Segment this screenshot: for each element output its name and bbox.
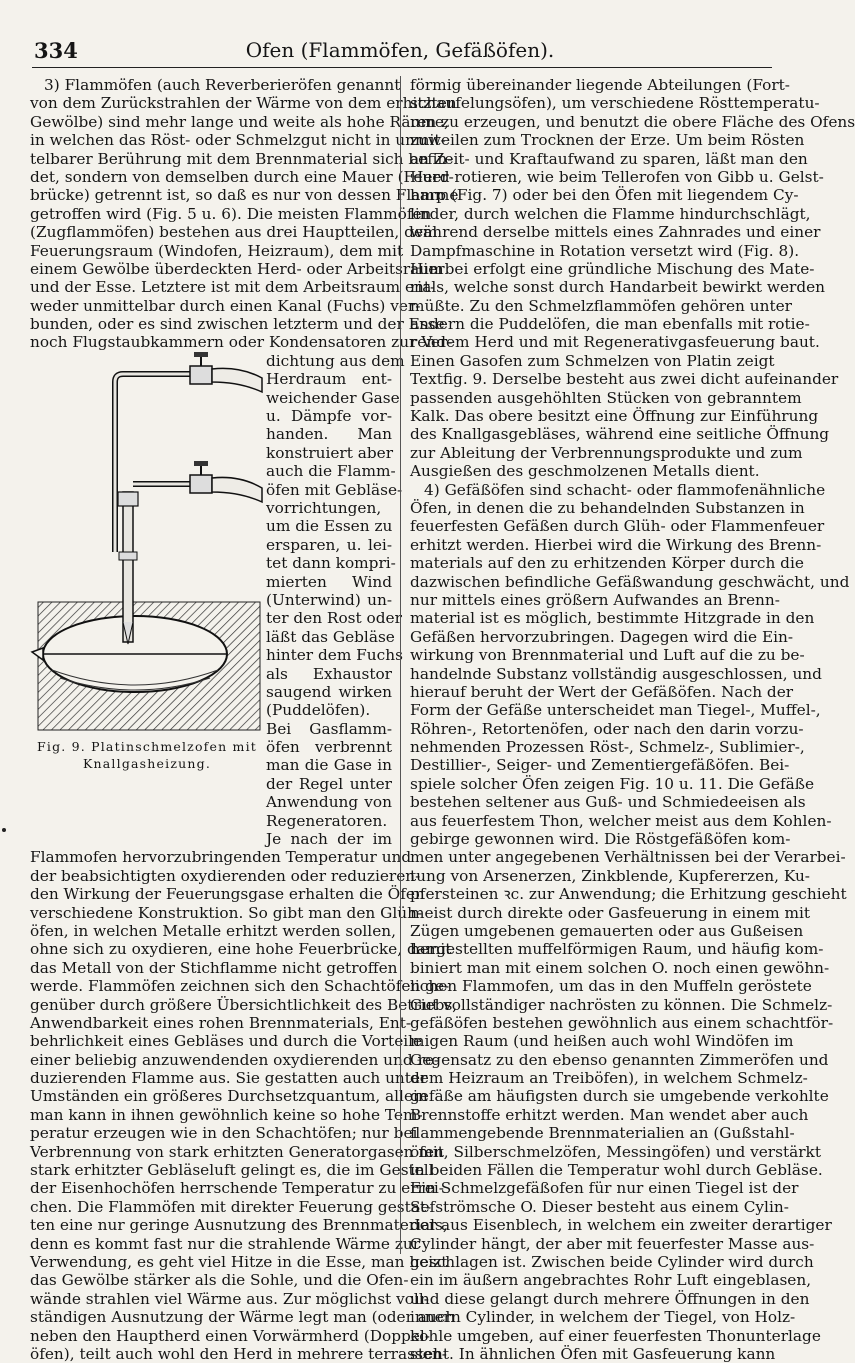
- text-line: Röhren-, Retortenöfen, oder nach den darin vorzu-: [410, 719, 804, 738]
- text-line: det, sondern von demselben durch eine Mauer (Feuer-: [30, 167, 454, 186]
- figure-caption-line: Knallgasheizung.: [82, 756, 211, 771]
- text-line: Öfen, in denen die zu behandelnden Substanzen in: [410, 498, 805, 517]
- text-line: (Zugflammöfen) bestehen aus drei Hauptteilen, dem: [30, 223, 438, 242]
- text-line: Textfig. 9. Derselbe besteht aus zwei dicht aufeinander: [410, 370, 839, 389]
- text-line: der Eisenhochöfen herrschende Temperatur zu errei-: [30, 1179, 444, 1198]
- text-line: weder unmittelbar durch einen Kanal (Fuchs) ver-: [30, 296, 421, 315]
- text-line: in welchen das Röst- oder Schmelzgut nicht in unmit-: [30, 131, 446, 150]
- text-line: Ausgießen des geschmolzenen Metalls dient.: [410, 462, 760, 481]
- text-line: 4) Gefäßöfen sind schacht- oder flammofenähnliche: [424, 480, 826, 499]
- text-line: ständigen Ausnutzung der Wärme legt man (oder auch: [30, 1308, 456, 1327]
- text-line: Verwendung, es geht viel Hitze in die Esse, man heizt: [30, 1253, 448, 1271]
- text-line: ein im äußern angebrachtes Rohr Luft eingeblasen,: [410, 1271, 812, 1290]
- blowpipe: [123, 492, 133, 642]
- text-line: weichender Gase: [266, 388, 400, 407]
- text-line: das Gewölbe stärker als die Sohle, und die Ofen-: [30, 1271, 409, 1290]
- text-line: steht. In ähnlichen Öfen mit Gasfeuerung kann: [410, 1344, 776, 1363]
- text-line: Flammofen hervorzubringenden Temperatur und: [30, 848, 412, 867]
- upper-hose: [212, 368, 262, 392]
- text-line: brücke) getrennt ist, so daß es nur von dessen Flamme: [30, 186, 459, 205]
- text-line: ren zu erzeugen, und benutzt die obere Fläche des Ofens: [410, 112, 855, 131]
- text-line: kohle umgeben, auf einer feuerfesten Thonunterlage: [410, 1326, 821, 1345]
- text-line: handen. Man: [266, 425, 392, 444]
- text-line: aus feuerfestem Thon, welcher meist aus dem Kohlen-: [410, 811, 832, 830]
- text-line: materials auf den zu erhitzenden Körper durch die: [410, 554, 804, 573]
- text-line: tung von Arsenerzen, Zinkblende, Kupfererzen, Ku-: [410, 866, 810, 885]
- text-line: der aus Eisenblech, in welchem ein zweiter derartiger: [410, 1216, 832, 1235]
- text-line: Hierbei erfolgt eine gründliche Mischung des Mate-: [410, 259, 815, 278]
- text-line: der beabsichtigten oxydierenden oder reduzieren-: [30, 866, 421, 885]
- text-line: feuerfesten Gefäßen durch Glüh- oder Flammenfeuer: [410, 517, 825, 536]
- text-line: dem Heizraum an Treiböfen), in welchem Schmelz-: [410, 1069, 808, 1088]
- text-line: Gefäßen hervorzubringen. Dagegen wird die Ein-: [410, 627, 794, 646]
- text-line: während derselbe mittels eines Zahnrades und einer: [410, 223, 821, 242]
- text-line: material ist es möglich, bestimmte Hitzgrade in den: [410, 609, 815, 628]
- margin-mark: [2, 828, 6, 832]
- lower-valve: [190, 475, 212, 493]
- text-line: hierauf beruht der Wert der Gefäßöfen. Nach der: [410, 682, 794, 701]
- text-line: Form der Gefäße unterscheidet man Tiegel-, Muffel-,: [410, 701, 821, 720]
- text-line: zuweilen zum Trocknen der Erze. Um beim Rösten: [410, 131, 805, 150]
- text-line: linder, durch welchen die Flamme hindurchschlägt,: [410, 204, 811, 223]
- text-line: Brennstoffe erhitzt werden. Man wendet aber auch: [410, 1105, 809, 1124]
- text-line: denn es kommt fast nur die strahlende Wärme zur: [30, 1234, 421, 1253]
- text-line: (Unterwind) un-: [266, 590, 392, 609]
- text-line: Umständen ein größeres Durchsetzquantum, allein: [30, 1087, 428, 1106]
- text-line: innern Cylinder, in welchem der Tiegel, von Holz-: [410, 1308, 796, 1327]
- text-line: handelnde Substanz vollständig ausgeschlossen, und: [410, 664, 822, 683]
- text-line: bunden, oder es sind zwischen letzterm und der Esse: [30, 315, 445, 334]
- text-line: Herdraum ent-: [266, 370, 392, 389]
- text-line: hinter dem Fuchs: [266, 646, 403, 665]
- text-line: konstruiert aber: [266, 443, 394, 462]
- text-line: spiele solcher Öfen zeigen Fig. 10 u. 11. Die Gefäße: [410, 774, 815, 793]
- text-line: müßte. Zu den Schmelzflammöfen gehören unter: [410, 296, 792, 315]
- figure-platinum-furnace: [30, 352, 264, 732]
- text-line: ohne sich zu oxydieren, eine hohe Feuerbrücke, damit: [30, 940, 452, 959]
- text-line: dichtung aus dem: [266, 351, 405, 370]
- text-line: verschiedene Konstruktion. So gibt man den Glüh-: [30, 903, 423, 922]
- text-line: Anwendung von: [266, 793, 392, 812]
- text-line: stark erhitzter Gebläseluft gelingt es, die im Gestell: [30, 1161, 434, 1180]
- text-line: förmig übereinander liegende Abteilungen (Fort-: [410, 76, 790, 94]
- text-line: Feuerungsraum (Windofen, Heizraum), dem mit: [30, 241, 404, 260]
- text-line: 3) Flammöfen (auch Reverberieröfen genannt: [44, 76, 401, 94]
- text-line: Sefströmsche O. Dieser besteht aus einem Cylin-: [410, 1197, 789, 1216]
- text-line: saugend wirken: [266, 682, 392, 701]
- page-number: 334: [34, 38, 78, 63]
- text-line: telbarer Berührung mit dem Brennmaterial sich befin-: [30, 149, 453, 168]
- text-line: migen Raum (und heißen auch wohl Windöfen im: [410, 1032, 794, 1051]
- page-header: [0, 0, 800, 70]
- text-line: bestehen seltener aus Guß- und Schmiedeeisen als: [410, 793, 806, 812]
- running-title: Ofen (Flammöfen, Gefäßöfen).: [245, 38, 555, 62]
- text-line: hergestellten muffelförmigen Raum, und häufig kom-: [410, 940, 824, 959]
- text-line: getroffen wird (Fig. 5 u. 6). Die meisten Flammöfen: [30, 204, 432, 223]
- text-line: geschlagen ist. Zwischen beide Cylinder wird durch: [410, 1253, 814, 1271]
- text-line: duzierenden Flamme aus. Sie gestatten auch unter: [30, 1069, 428, 1088]
- text-line: neben den Hauptherd einen Vorwärmherd (Doppel-: [30, 1326, 430, 1345]
- upper-valve: [190, 366, 212, 384]
- text-line: in beiden Fällen die Temperatur wohl durch Gebläse.: [410, 1161, 823, 1180]
- text-line: flammengebende Brennmaterialien an (Gußstahl-: [410, 1124, 795, 1143]
- text-line: um die Essen zu: [266, 517, 393, 536]
- text-line: ter den Rost oder: [266, 609, 402, 628]
- text-line: wände strahlen viel Wärme aus. Zur möglichst voll-: [30, 1289, 429, 1308]
- text-line: das Metall von der Stichflamme nicht getroffen: [30, 958, 398, 977]
- text-line: Destillier-, Seiger- und Zementiergefäßöfen. Bei-: [410, 756, 790, 775]
- text-line: öfen), teilt auch wohl den Herd in mehrere terrassen-: [30, 1344, 447, 1363]
- text-line: als Exhaustor: [266, 664, 392, 683]
- text-line: erhitzt werden. Hierbei wird die Wirkung des Brenn-: [410, 535, 822, 554]
- text-line: öfen mit Gebläse-: [266, 480, 403, 499]
- text-line: von dem Zurückstrahlen der Wärme von dem erhitzten: [30, 94, 457, 113]
- text-line: Gewölbe) sind mehr lange und weite als hohe Räume,: [30, 112, 449, 131]
- text-line: meist durch direkte oder Gasfeuerung in einem mit: [410, 903, 811, 922]
- text-line: Regeneratoren.: [266, 811, 388, 830]
- text-line: Gut vollständiger nachrösten zu können. Die Schmelz-: [410, 995, 833, 1014]
- text-line: rendem Herd und mit Regenerativgasfeuerung baut.: [410, 333, 820, 352]
- text-line: gefäßöfen bestehen gewöhnlich aus einem schachtför-: [410, 1013, 834, 1032]
- furnace-illustration: [30, 352, 264, 732]
- text-line: behrlichkeit eines Gebläses und durch die Vorteile: [30, 1032, 423, 1051]
- text-line: (Puddelöfen).: [266, 701, 371, 720]
- text-line: tet dann kompri-: [266, 554, 396, 573]
- text-line: biniert man mit einem solchen O. noch einen gewöhn-: [410, 958, 830, 977]
- text-line: Anwendbarkeit eines rohen Brennmaterials, Ent-: [30, 1013, 412, 1032]
- text-line: nehmenden Prozessen Röst-, Schmelz-, Sublimier-,: [410, 738, 805, 757]
- text-line: öfen, in welchen Metalle erhitzt werden sollen,: [30, 921, 396, 940]
- text-line: Ein Schmelzgefäßofen für nur einen Tiegel ist der: [410, 1179, 799, 1198]
- text-line: ersparen, u. lei-: [266, 535, 392, 554]
- text-line: schaufelungsöfen), um verschiedene Rösttemperatu-: [410, 94, 820, 113]
- text-line: Zügen umgebenen gemauerten oder aus Gußeisen: [410, 921, 804, 940]
- text-line: mierten Wind: [266, 572, 392, 591]
- text-line: Je nach der im: [266, 830, 392, 849]
- text-line: einem Gewölbe überdeckten Herd- oder Arbeitsraum: [30, 259, 444, 278]
- text-line: man die Gase in: [266, 756, 392, 775]
- text-line: auch die Flamm-: [266, 462, 396, 481]
- text-line: und der Esse. Letztere ist mit dem Arbeitsraum ent-: [30, 278, 436, 297]
- text-line: des Knallgasgebläses, während eine seitliche Öffnung: [410, 425, 830, 444]
- figure-caption: [36, 738, 258, 772]
- text-line: men unter angegebenen Verhältnissen bei der Verarbei-: [410, 848, 846, 867]
- text-line: den Wirkung der Feuerungsgase erhalten die Öfen: [30, 885, 425, 904]
- text-line: öfen, Silberschmelzöfen, Messingöfen) und verstärkt: [410, 1142, 821, 1161]
- text-line: läßt das Gebläse: [266, 627, 395, 646]
- text-line: lichen Flammofen, um das in den Muffeln geröstete: [410, 977, 812, 996]
- text-line: Gegensatz zu den ebenso genannten Zimmeröfen und: [410, 1050, 829, 1069]
- text-line: Dampfmaschine in Rotation versetzt wird (Fig. 8).: [410, 241, 800, 260]
- text-line: andern die Puddelöfen, die man ebenfalls mit rotie-: [410, 315, 810, 334]
- text-line: genüber durch größere Übersichtlichkeit des Betriebs,: [30, 995, 458, 1014]
- text-line: harp (Fig. 7) oder bei den Öfen mit liegendem Cy-: [410, 186, 799, 205]
- text-line: ten eine nur geringe Ausnutzung des Brennmaterials,: [30, 1216, 448, 1235]
- text-line: und diese gelangt durch mehrere Öffnungen in den: [410, 1289, 810, 1308]
- header-rule: [32, 67, 772, 68]
- text-line: Cylinder hängt, der aber mit feuerfester Masse aus-: [410, 1234, 815, 1253]
- text-line: vorrichtungen,: [266, 498, 382, 517]
- right-column: [410, 76, 855, 1363]
- text-line: Herd rotieren, wie beim Tellerofen von Gibb u. Gelst-: [410, 167, 824, 186]
- text-line: chen. Die Flammöfen mit direkter Feuerung gestat-: [30, 1197, 432, 1216]
- lower-hose: [212, 477, 262, 502]
- text-line: werde. Flammöfen zeichnen sich den Schachtöfen ge-: [30, 977, 450, 996]
- text-line: man kann in ihnen gewöhnlich keine so hohe Tem-: [30, 1105, 423, 1124]
- text-line: nur mittels eines größern Aufwandes an Brenn-: [410, 590, 780, 609]
- text-line: Verbrennung von stark erhitzten Generatorgasen mit: [30, 1142, 444, 1161]
- text-line: öfen verbrennt: [266, 738, 392, 757]
- text-line: der Regel unter: [266, 774, 392, 793]
- text-line: rials, welche sonst durch Handarbeit bewirkt werden: [410, 278, 826, 297]
- text-line: an Zeit- und Kraftaufwand zu sparen, läßt man den: [410, 149, 808, 168]
- text-line: peratur erzeugen wie in den Schachtöfen; nur bei: [30, 1124, 418, 1143]
- text-line: wirkung von Brennmaterial und Luft auf die zu be-: [410, 646, 805, 665]
- text-line: u. Dämpfe vor-: [266, 407, 392, 426]
- text-line: noch Flugstaubkammern oder Kondensatoren zur Ver-: [30, 333, 453, 352]
- text-line: gebirge gewonnen wird. Die Röstgefäßöfen kom-: [410, 830, 791, 849]
- figure-caption-line: Fig. 9. Platinschmelzofen mit: [37, 739, 257, 754]
- text-line: zur Ableitung der Verbrennungsprodukte und zum: [410, 443, 803, 462]
- text-line: Bei Gasflamm-: [266, 719, 392, 738]
- text-line: Kalk. Das obere besitzt eine Öffnung zur Einführung: [410, 407, 819, 426]
- text-line: gefäße am häufigsten durch sie umgebende verkohlte: [410, 1087, 829, 1106]
- text-line: Einen Gasofen zum Schmelzen von Platin zeigt: [410, 351, 775, 370]
- text-line: passenden ausgehöhlten Stücken von gebranntem: [410, 388, 802, 407]
- text-line: einer beliebig anzuwendenden oxydierenden und re-: [30, 1050, 440, 1069]
- column-divider: [400, 76, 401, 1254]
- text-line: dazwischen befindliche Gefäßwandung geschwächt, und: [410, 572, 850, 591]
- text-line: pfersteinen ꝛc. zur Anwendung; die Erhitzung geschieht: [410, 885, 847, 904]
